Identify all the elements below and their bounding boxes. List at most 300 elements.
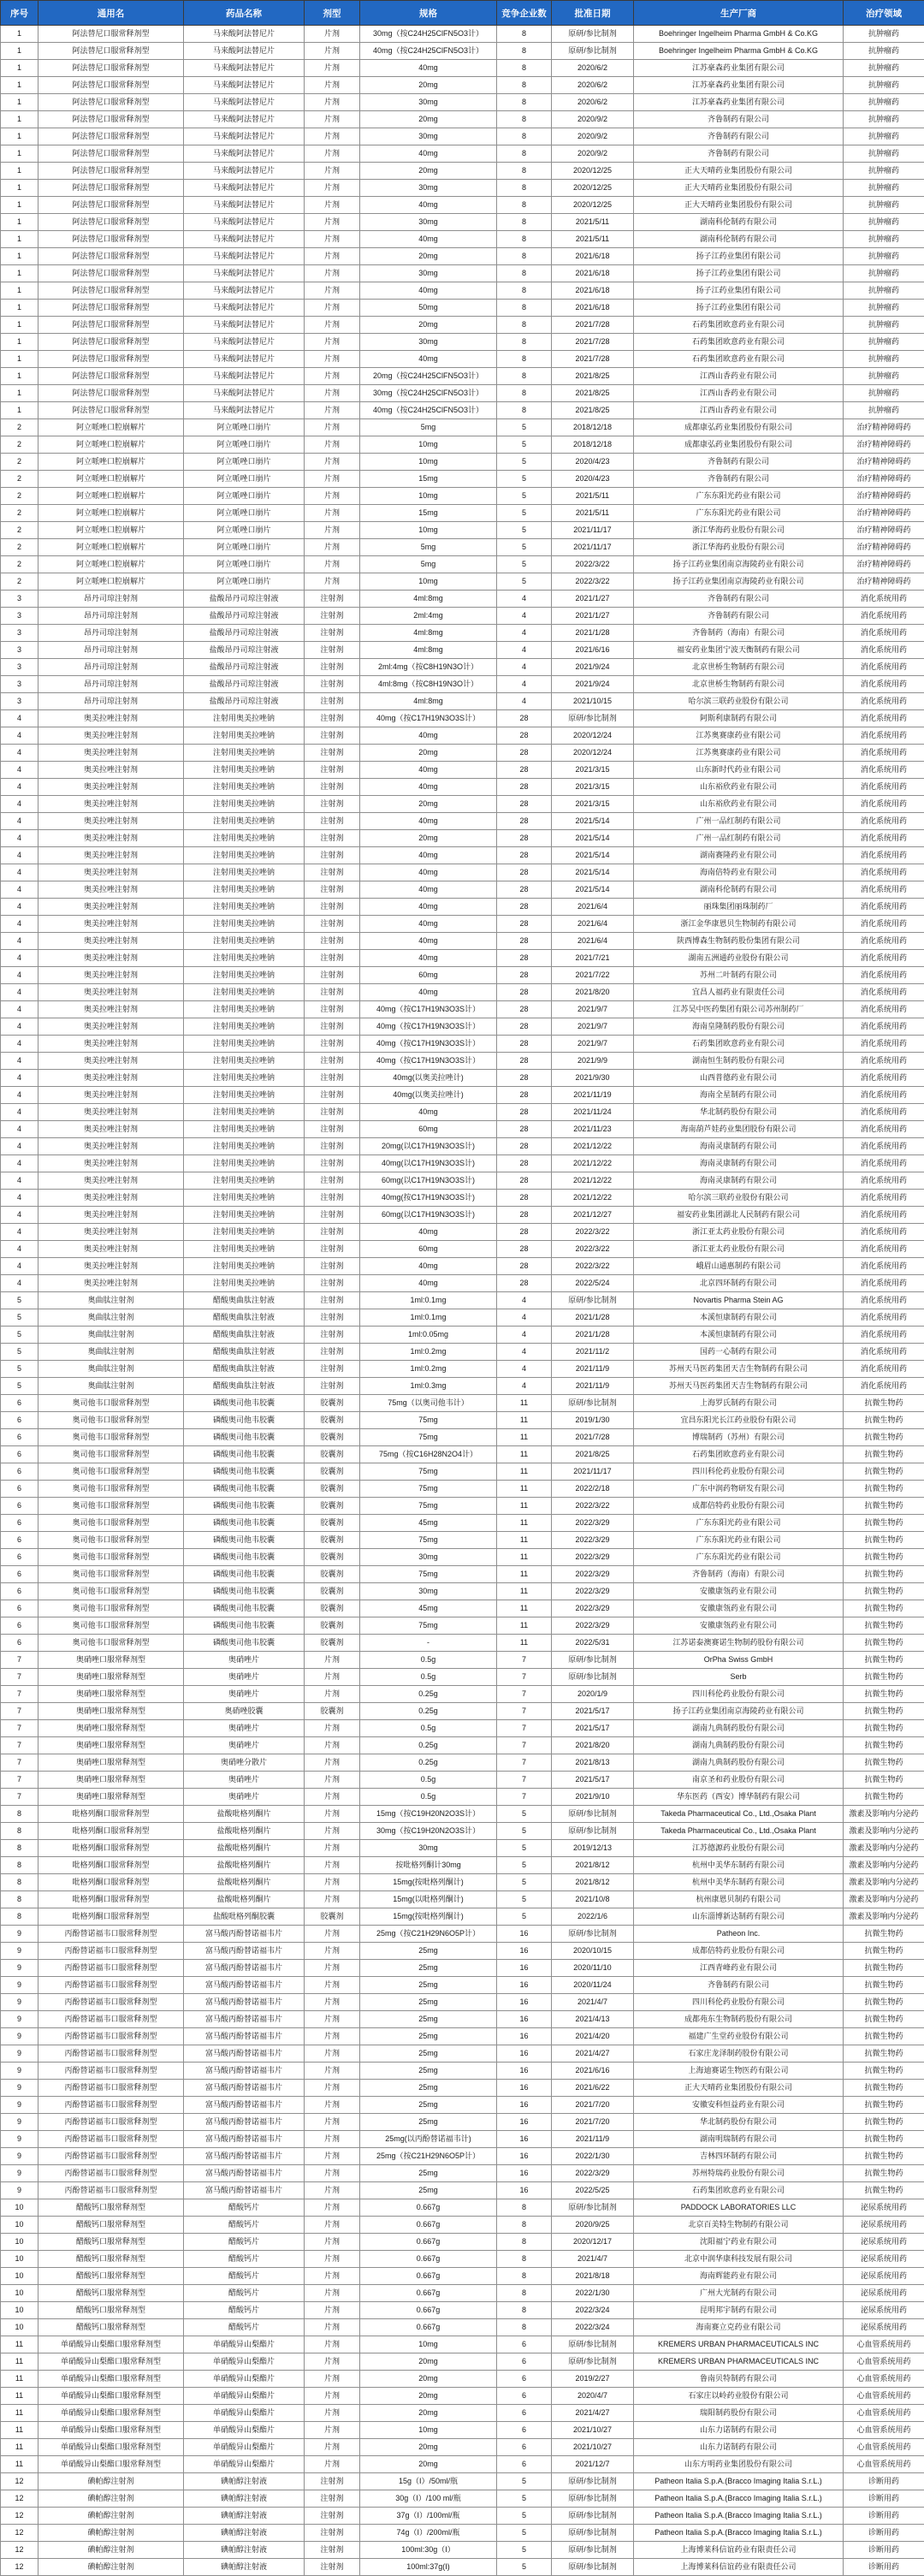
- cell-product-name: 阿立哌唑口崩片: [184, 454, 305, 471]
- cell-dosage-form: 片剂: [305, 2234, 360, 2251]
- table-row: [1, 2114, 924, 2131]
- cell-generic-name: 醋酸钙口服常释剂型: [38, 2319, 184, 2336]
- cell-competitor-count: 11: [497, 1617, 552, 1635]
- cell-no: 10: [1, 2268, 38, 2285]
- cell-approval-date: 原研/参比制剂: [552, 2353, 634, 2371]
- table-row: [1, 2353, 924, 2371]
- table-row: [1, 1772, 924, 1789]
- cell-therapy-area: 消化系统用药: [844, 608, 924, 625]
- cell-generic-name: 阿法替尼口服常释剂型: [38, 300, 184, 317]
- cell-dosage-form: 片剂: [305, 2131, 360, 2148]
- cell-manufacturer: 陕西博森生物制药股份集团有限公司: [634, 933, 844, 950]
- column-header-no: 序号: [1, 1, 38, 26]
- cell-competitor-count: 16: [497, 2063, 552, 2080]
- cell-dosage-form: 注射剂: [305, 967, 360, 984]
- cell-no: 4: [1, 727, 38, 745]
- cell-dosage-form: 片剂: [305, 2371, 360, 2388]
- cell-competitor-count: 11: [497, 1429, 552, 1446]
- cell-product-name: 马来酸阿法替尼片: [184, 317, 305, 334]
- cell-no: 5: [1, 1378, 38, 1395]
- table-row: [1, 1121, 924, 1138]
- cell-approval-date: 2021/7/22: [552, 967, 634, 984]
- cell-product-name: 盐酸吡格列酮片: [184, 1891, 305, 1908]
- cell-product-name: 单硝酸异山梨酯片: [184, 2439, 305, 2456]
- cell-manufacturer: Patheon Italia S.p.A.(Bracco Imaging Italia S.r.L.): [634, 2525, 844, 2542]
- cell-therapy-area: 消化系统用药: [844, 881, 924, 899]
- cell-manufacturer: 齐鲁制药（海南）有限公司: [634, 625, 844, 642]
- cell-approval-date: 2022/3/29: [552, 1617, 634, 1635]
- cell-approval-date: 2020/6/2: [552, 94, 634, 111]
- cell-specification: 37g（I）/100ml/瓶: [360, 2508, 497, 2525]
- cell-no: 12: [1, 2490, 38, 2508]
- cell-manufacturer: 杭州中美华东制药有限公司: [634, 1874, 844, 1891]
- cell-generic-name: 奥司他韦口服常释剂型: [38, 1463, 184, 1481]
- table-row: [1, 282, 924, 300]
- cell-therapy-area: 抗微生物药: [844, 1789, 924, 1806]
- cell-generic-name: 单硝酸异山梨酯口服常释剂型: [38, 2388, 184, 2405]
- cell-specification: 20mg: [360, 163, 497, 180]
- cell-therapy-area: 抗微生物药: [844, 2165, 924, 2182]
- cell-no: 6: [1, 1481, 38, 1498]
- cell-generic-name: 奥美拉唑注射剂: [38, 1036, 184, 1053]
- cell-specification: 25mg: [360, 2045, 497, 2063]
- cell-approval-date: 2022/3/24: [552, 2302, 634, 2319]
- cell-no: 4: [1, 847, 38, 864]
- cell-therapy-area: 心血管系统用药: [844, 2405, 924, 2422]
- cell-generic-name: 奥美拉唑注射剂: [38, 710, 184, 727]
- cell-specification: 30mg: [360, 180, 497, 197]
- cell-specification: 1ml:0.1mg: [360, 1309, 497, 1327]
- cell-no: 1: [1, 180, 38, 197]
- cell-no: 4: [1, 1207, 38, 1224]
- cell-no: 1: [1, 111, 38, 128]
- cell-generic-name: 奥曲肽注射剂: [38, 1344, 184, 1361]
- cell-no: 9: [1, 2028, 38, 2045]
- cell-generic-name: 单硝酸异山梨酯口服常释剂型: [38, 2371, 184, 2388]
- cell-manufacturer: 石药集团欧意药业有限公司: [634, 317, 844, 334]
- cell-generic-name: 阿立哌唑口腔崩解片: [38, 573, 184, 591]
- cell-manufacturer: 北京中润华康科技发展有限公司: [634, 2251, 844, 2268]
- cell-therapy-area: 消化系统用药: [844, 779, 924, 796]
- cell-approval-date: 2021/10/27: [552, 2422, 634, 2439]
- cell-generic-name: 奥司他韦口服常释剂型: [38, 1617, 184, 1635]
- cell-specification: 4ml:8mg: [360, 591, 497, 608]
- cell-approval-date: 2021/1/27: [552, 591, 634, 608]
- cell-specification: 60mg(以C17H19N3O3S计): [360, 1172, 497, 1190]
- cell-manufacturer: 江苏豪森药业集团有限公司: [634, 94, 844, 111]
- cell-dosage-form: 注射剂: [305, 1121, 360, 1138]
- cell-product-name: 盐酸吡格列酮胶囊: [184, 1908, 305, 1926]
- cell-product-name: 注射用奥美拉唑钠: [184, 984, 305, 1001]
- cell-manufacturer: Patheon Italia S.p.A.(Bracco Imaging Italia S.r.L.): [634, 2508, 844, 2525]
- cell-dosage-form: 片剂: [305, 2388, 360, 2405]
- cell-competitor-count: 28: [497, 1224, 552, 1241]
- cell-therapy-area: 消化系统用药: [844, 625, 924, 642]
- cell-dosage-form: 注射剂: [305, 745, 360, 762]
- cell-specification: 25mg: [360, 2114, 497, 2131]
- cell-specification: 25mg（按C21H29N6O5P计）: [360, 2148, 497, 2165]
- cell-approval-date: 2020/6/2: [552, 77, 634, 94]
- cell-specification: 15mg(按吡格列酮计): [360, 1874, 497, 1891]
- cell-approval-date: 2021/4/27: [552, 2045, 634, 2063]
- cell-manufacturer: 广州一品红制药有限公司: [634, 830, 844, 847]
- cell-manufacturer: 正大天晴药业集团股份有限公司: [634, 2080, 844, 2097]
- table-row: [1, 1926, 924, 1943]
- cell-approval-date: 2021/4/7: [552, 2251, 634, 2268]
- cell-approval-date: 2021/5/14: [552, 881, 634, 899]
- cell-dosage-form: 片剂: [305, 163, 360, 180]
- cell-manufacturer: 苏州特瑞药业股份有限公司: [634, 2165, 844, 2182]
- cell-specification: 4ml:8mg: [360, 625, 497, 642]
- cell-specification: 40mg(以奥美拉唑计): [360, 1070, 497, 1087]
- cell-dosage-form: 注射剂: [305, 984, 360, 1001]
- cell-generic-name: 阿法替尼口服常释剂型: [38, 180, 184, 197]
- cell-therapy-area: 心血管系统用药: [844, 2439, 924, 2456]
- cell-dosage-form: 片剂: [305, 2114, 360, 2131]
- table-row: [1, 1463, 924, 1481]
- cell-product-name: 注射用奥美拉唑钠: [184, 1190, 305, 1207]
- cell-therapy-area: 治疗精神障碍药: [844, 573, 924, 591]
- cell-competitor-count: 28: [497, 984, 552, 1001]
- cell-therapy-area: 心血管系统用药: [844, 2422, 924, 2439]
- cell-specification: 40mg（按C17H19N3O3S计）: [360, 1053, 497, 1070]
- cell-no: 2: [1, 573, 38, 591]
- cell-manufacturer: 扬子江药业集团南京海陵药业有限公司: [634, 1703, 844, 1720]
- cell-competitor-count: 4: [497, 642, 552, 659]
- cell-product-name: 阿立哌唑口崩片: [184, 539, 305, 556]
- cell-generic-name: 奥司他韦口服常释剂型: [38, 1566, 184, 1583]
- cell-approval-date: 2022/3/29: [552, 1532, 634, 1549]
- cell-dosage-form: 注射剂: [305, 1224, 360, 1241]
- cell-therapy-area: 消化系统用药: [844, 847, 924, 864]
- table-row: [1, 300, 924, 317]
- table-row: [1, 1224, 924, 1241]
- cell-manufacturer: Takeda Pharmaceutical Co., Ltd.,Osaka Plant: [634, 1823, 844, 1840]
- table-row: [1, 1549, 924, 1566]
- cell-specification: 0.5g: [360, 1789, 497, 1806]
- cell-no: 4: [1, 1121, 38, 1138]
- cell-competitor-count: 8: [497, 145, 552, 163]
- cell-manufacturer: 成都倍特药业股份有限公司: [634, 1498, 844, 1515]
- cell-competitor-count: 8: [497, 43, 552, 60]
- cell-dosage-form: 片剂: [305, 573, 360, 591]
- cell-generic-name: 丙酚替诺福韦口服常释剂型: [38, 2045, 184, 2063]
- cell-specification: 30mg（按C24H25ClFN5O3计）: [360, 26, 497, 43]
- cell-product-name: 醋酸钙片: [184, 2199, 305, 2217]
- cell-dosage-form: 片剂: [305, 2456, 360, 2473]
- cell-generic-name: 阿法替尼口服常释剂型: [38, 43, 184, 60]
- cell-specification: 20mg: [360, 111, 497, 128]
- cell-product-name: 磷酸奥司他韦胶囊: [184, 1566, 305, 1583]
- cell-no: 1: [1, 60, 38, 77]
- cell-specification: 100ml:37g(I): [360, 2559, 497, 2576]
- cell-manufacturer: 哈尔滨三联药业股份有限公司: [634, 693, 844, 710]
- cell-no: 10: [1, 2251, 38, 2268]
- table-row: [1, 2525, 924, 2542]
- cell-generic-name: 阿法替尼口服常释剂型: [38, 111, 184, 128]
- cell-product-name: 马来酸阿法替尼片: [184, 231, 305, 248]
- cell-competitor-count: 8: [497, 265, 552, 282]
- cell-therapy-area: 抗微生物药: [844, 1498, 924, 1515]
- cell-dosage-form: 片剂: [305, 2199, 360, 2217]
- cell-manufacturer: 山东新时代药业有限公司: [634, 762, 844, 779]
- cell-specification: 20mg: [360, 2439, 497, 2456]
- cell-dosage-form: 片剂: [305, 1977, 360, 1994]
- cell-therapy-area: 消化系统用药: [844, 591, 924, 608]
- cell-competitor-count: 28: [497, 1241, 552, 1258]
- cell-no: 6: [1, 1463, 38, 1481]
- cell-specification: 40mg: [360, 933, 497, 950]
- table-row: [1, 1104, 924, 1121]
- cell-no: 7: [1, 1720, 38, 1737]
- table-row: [1, 1943, 924, 1960]
- cell-competitor-count: 16: [497, 2011, 552, 2028]
- cell-specification: 40mg: [360, 950, 497, 967]
- cell-generic-name: 吡格列酮口服常释剂型: [38, 1823, 184, 1840]
- cell-specification: 20mg: [360, 2388, 497, 2405]
- cell-manufacturer: Boehringer Ingelheim Pharma GmbH & Co.KG: [634, 26, 844, 43]
- cell-therapy-area: 抗微生物药: [844, 1943, 924, 1960]
- cell-no: 7: [1, 1652, 38, 1669]
- cell-no: 12: [1, 2525, 38, 2542]
- cell-manufacturer: 石药集团欧意药业有限公司: [634, 351, 844, 368]
- cell-specification: 20mg: [360, 830, 497, 847]
- cell-competitor-count: 28: [497, 727, 552, 745]
- cell-manufacturer: 国药一心制药有限公司: [634, 1344, 844, 1361]
- cell-approval-date: 2021/1/28: [552, 1327, 634, 1344]
- cell-competitor-count: 28: [497, 1001, 552, 1018]
- cell-manufacturer: 山东裕欣药业有限公司: [634, 779, 844, 796]
- cell-dosage-form: 注射剂: [305, 1036, 360, 1053]
- cell-approval-date: 原研/参比制剂: [552, 2473, 634, 2490]
- cell-therapy-area: 抗微生物药: [844, 1429, 924, 1446]
- cell-specification: 40mg: [360, 351, 497, 368]
- cell-specification: 40mg(以C17H19N3O3S计): [360, 1155, 497, 1172]
- table-row: [1, 1344, 924, 1361]
- cell-product-name: 注射用奥美拉唑钠: [184, 710, 305, 727]
- cell-competitor-count: 8: [497, 128, 552, 145]
- cell-generic-name: 奥美拉唑注射剂: [38, 1087, 184, 1104]
- cell-product-name: 富马酸丙酚替诺福韦片: [184, 2131, 305, 2148]
- cell-generic-name: 阿法替尼口服常释剂型: [38, 351, 184, 368]
- cell-no: 5: [1, 1344, 38, 1361]
- cell-specification: 0.667g: [360, 2199, 497, 2217]
- cell-dosage-form: 注射剂: [305, 796, 360, 813]
- cell-therapy-area: 抗微生物药: [844, 2045, 924, 2063]
- cell-competitor-count: 5: [497, 2542, 552, 2559]
- column-header-dosage-form: 剂型: [305, 1, 360, 26]
- cell-competitor-count: 28: [497, 796, 552, 813]
- cell-competitor-count: 5: [497, 488, 552, 505]
- cell-approval-date: 2021/11/9: [552, 1361, 634, 1378]
- cell-approval-date: 2021/7/20: [552, 2114, 634, 2131]
- cell-approval-date: 2021/5/17: [552, 1703, 634, 1720]
- cell-approval-date: 2021/6/18: [552, 300, 634, 317]
- cell-generic-name: 丙酚替诺福韦口服常释剂型: [38, 2080, 184, 2097]
- cell-therapy-area: 抗微生物药: [844, 1515, 924, 1532]
- cell-competitor-count: 8: [497, 94, 552, 111]
- cell-dosage-form: 片剂: [305, 471, 360, 488]
- cell-dosage-form: 注射剂: [305, 1138, 360, 1155]
- table-row: [1, 1703, 924, 1720]
- cell-approval-date: 2021/9/7: [552, 1018, 634, 1036]
- cell-therapy-area: 消化系统用药: [844, 899, 924, 916]
- cell-competitor-count: 11: [497, 1446, 552, 1463]
- cell-therapy-area: 抗微生物药: [844, 2131, 924, 2148]
- cell-product-name: 注射用奥美拉唑钠: [184, 1036, 305, 1053]
- table-row: [1, 402, 924, 419]
- cell-competitor-count: 28: [497, 762, 552, 779]
- cell-no: 8: [1, 1874, 38, 1891]
- cell-competitor-count: 4: [497, 625, 552, 642]
- cell-competitor-count: 6: [497, 2388, 552, 2405]
- cell-product-name: 富马酸丙酚替诺福韦片: [184, 2080, 305, 2097]
- cell-specification: 25mg: [360, 2011, 497, 2028]
- table-row: [1, 1446, 924, 1463]
- table-row: [1, 2148, 924, 2165]
- cell-specification: 30mg（按C19H20N2O3S计）: [360, 1823, 497, 1840]
- cell-no: 10: [1, 2199, 38, 2217]
- table-row: [1, 1874, 924, 1891]
- cell-competitor-count: 28: [497, 1053, 552, 1070]
- table-row: [1, 608, 924, 625]
- cell-therapy-area: 泌尿系统用药: [844, 2199, 924, 2217]
- cell-generic-name: 奥司他韦口服常释剂型: [38, 1532, 184, 1549]
- cell-specification: 40mg（按C17H19N3O3S计）: [360, 1018, 497, 1036]
- cell-competitor-count: 11: [497, 1515, 552, 1532]
- table-row: [1, 2182, 924, 2199]
- cell-product-name: 注射用奥美拉唑钠: [184, 813, 305, 830]
- cell-manufacturer: 湖南九典制药股份有限公司: [634, 1720, 844, 1737]
- table-row: [1, 1652, 924, 1669]
- cell-competitor-count: 8: [497, 180, 552, 197]
- cell-therapy-area: 消化系统用药: [844, 967, 924, 984]
- cell-competitor-count: 7: [497, 1720, 552, 1737]
- cell-therapy-area: 抗肿瘤药: [844, 300, 924, 317]
- cell-manufacturer: 福安药业集团湖北人民制药有限公司: [634, 1207, 844, 1224]
- cell-approval-date: 2021/5/14: [552, 813, 634, 830]
- cell-no: 5: [1, 1361, 38, 1378]
- table-row: [1, 385, 924, 402]
- cell-product-name: 盐酸吡格列酮片: [184, 1857, 305, 1874]
- cell-dosage-form: 注射剂: [305, 1327, 360, 1344]
- cell-product-name: 注射用奥美拉唑钠: [184, 950, 305, 967]
- cell-product-name: 碘帕醇注射液: [184, 2559, 305, 2576]
- cell-generic-name: 奥硝唑口服常释剂型: [38, 1669, 184, 1686]
- cell-competitor-count: 4: [497, 676, 552, 693]
- cell-product-name: 注射用奥美拉唑钠: [184, 1138, 305, 1155]
- cell-no: 4: [1, 1241, 38, 1258]
- cell-manufacturer: Novartis Pharma Stein AG: [634, 1292, 844, 1309]
- cell-competitor-count: 5: [497, 1874, 552, 1891]
- cell-therapy-area: 抗微生物药: [844, 1977, 924, 1994]
- cell-no: 6: [1, 1412, 38, 1429]
- cell-competitor-count: 8: [497, 248, 552, 265]
- cell-product-name: 磷酸奥司他韦胶囊: [184, 1481, 305, 1498]
- cell-competitor-count: 28: [497, 967, 552, 984]
- cell-specification: 10mg: [360, 2336, 497, 2353]
- cell-approval-date: 2021/8/18: [552, 2268, 634, 2285]
- cell-approval-date: 2021/4/13: [552, 2011, 634, 2028]
- cell-specification: 40mg: [360, 1104, 497, 1121]
- cell-competitor-count: 5: [497, 1857, 552, 1874]
- cell-dosage-form: 注射剂: [305, 1378, 360, 1395]
- cell-approval-date: 2022/3/22: [552, 1224, 634, 1241]
- table-row: [1, 317, 924, 334]
- cell-product-name: 磷酸奥司他韦胶囊: [184, 1583, 305, 1600]
- cell-product-name: 马来酸阿法替尼片: [184, 300, 305, 317]
- cell-manufacturer: 广东东阳光药业有限公司: [634, 1549, 844, 1566]
- cell-manufacturer: KREMERS URBAN PHARMACEUTICALS INC: [634, 2353, 844, 2371]
- cell-product-name: 注射用奥美拉唑钠: [184, 881, 305, 899]
- cell-generic-name: 奥美拉唑注射剂: [38, 847, 184, 864]
- cell-therapy-area: 泌尿系统用药: [844, 2217, 924, 2234]
- cell-therapy-area: 治疗精神障碍药: [844, 488, 924, 505]
- table-row: [1, 2388, 924, 2405]
- cell-approval-date: 原研/参比制剂: [552, 1395, 634, 1412]
- table-row: [1, 1515, 924, 1532]
- cell-generic-name: 丙酚替诺福韦口服常释剂型: [38, 2114, 184, 2131]
- cell-manufacturer: 江苏豪森药业集团有限公司: [634, 77, 844, 94]
- cell-product-name: 单硝酸异山梨酯片: [184, 2388, 305, 2405]
- cell-generic-name: 阿立哌唑口腔崩解片: [38, 454, 184, 471]
- cell-product-name: 阿立哌唑口崩片: [184, 556, 305, 573]
- cell-no: 6: [1, 1635, 38, 1652]
- cell-dosage-form: 片剂: [305, 180, 360, 197]
- cell-competitor-count: 5: [497, 2490, 552, 2508]
- cell-therapy-area: 诊断用药: [844, 2559, 924, 2576]
- table-row: [1, 2336, 924, 2353]
- cell-competitor-count: 7: [497, 1652, 552, 1669]
- cell-no: 1: [1, 163, 38, 180]
- cell-dosage-form: 注射剂: [305, 676, 360, 693]
- table-row: [1, 94, 924, 111]
- cell-therapy-area: 治疗精神障碍药: [844, 539, 924, 556]
- cell-competitor-count: 7: [497, 1737, 552, 1754]
- cell-product-name: 奥硝唑片: [184, 1669, 305, 1686]
- cell-approval-date: 2021/9/10: [552, 1789, 634, 1806]
- cell-dosage-form: 注射剂: [305, 625, 360, 642]
- cell-therapy-area: 抗微生物药: [844, 2097, 924, 2114]
- cell-specification: 40mg(以奥美拉唑计): [360, 1087, 497, 1104]
- table-row: [1, 693, 924, 710]
- cell-specification: 40mg: [360, 60, 497, 77]
- cell-generic-name: 阿立哌唑口腔崩解片: [38, 522, 184, 539]
- cell-product-name: 马来酸阿法替尼片: [184, 282, 305, 300]
- cell-specification: 5mg: [360, 539, 497, 556]
- cell-no: 9: [1, 2165, 38, 2182]
- cell-generic-name: 奥美拉唑注射剂: [38, 1224, 184, 1241]
- table-row: [1, 2285, 924, 2302]
- cell-competitor-count: 16: [497, 2097, 552, 2114]
- cell-manufacturer: 沈阳福宁药业有限公司: [634, 2234, 844, 2251]
- cell-competitor-count: 28: [497, 745, 552, 762]
- cell-no: 4: [1, 881, 38, 899]
- cell-dosage-form: 胶囊剂: [305, 1566, 360, 1583]
- cell-approval-date: 原研/参比制剂: [552, 2525, 634, 2542]
- cell-specification: 15g（I）/50ml/瓶: [360, 2473, 497, 2490]
- cell-therapy-area: 治疗精神障碍药: [844, 505, 924, 522]
- cell-manufacturer: 成都倍特药业股份有限公司: [634, 1943, 844, 1960]
- cell-no: 5: [1, 1327, 38, 1344]
- cell-dosage-form: 片剂: [305, 385, 360, 402]
- cell-generic-name: 丙酚替诺福韦口服常释剂型: [38, 2011, 184, 2028]
- cell-specification: 45mg: [360, 1600, 497, 1617]
- cell-no: 4: [1, 1172, 38, 1190]
- cell-no: 1: [1, 402, 38, 419]
- cell-approval-date: 2021/8/20: [552, 1737, 634, 1754]
- cell-approval-date: 2021/9/24: [552, 676, 634, 693]
